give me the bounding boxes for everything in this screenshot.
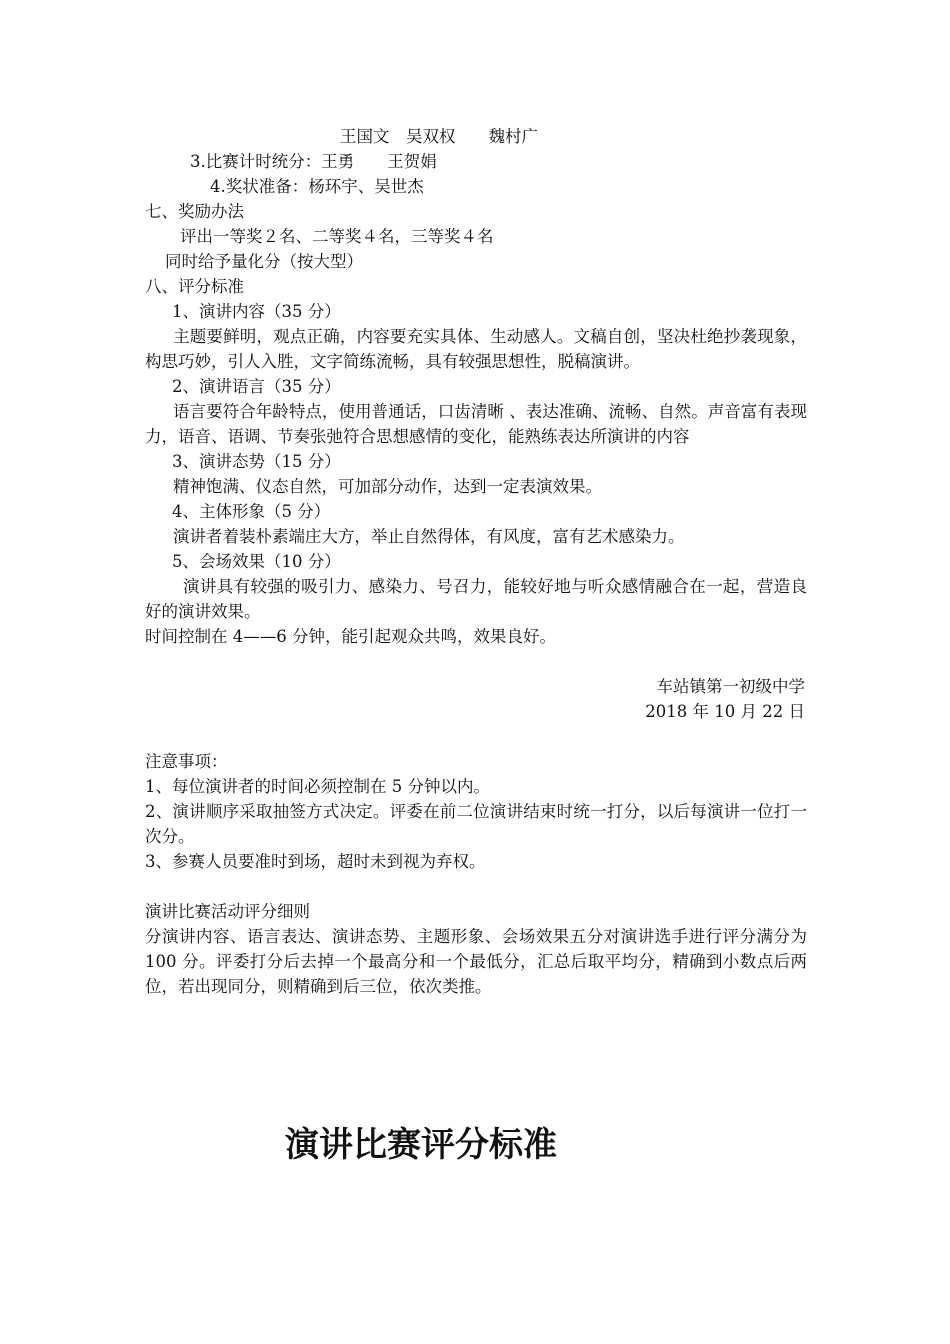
timing-staff: 3.比赛计时统分：王勇 王贺娟 xyxy=(190,152,437,171)
rules-text: 分演讲内容、语言表达、演讲态势、主题形象、会场效果五分对演讲选手进行评分满分为 100 分。评委打分后去掉一个最高分和一个最低分，汇总后取平均分，精确到小数点后两位，若出现同分，则精确到后三位，依次类推。 xyxy=(145,927,807,996)
page-title: 演讲比赛评分标准 xyxy=(285,1125,557,1165)
rules-heading: 演讲比赛活动评分细则 xyxy=(145,902,310,921)
notes-heading: 注意事项： xyxy=(145,752,228,771)
signature-date: 2018 年 10 月 22 日 xyxy=(645,702,805,721)
criterion-text: 演讲具有较强的吸引力、感染力、号召力，能较好地与听众感情融合在一起，营造良好的演讲效果。 xyxy=(145,577,807,621)
school-signature: 车站镇第一初级中学 xyxy=(656,677,805,696)
note-item: 3、参赛人员要准时到场，超时未到视为弃权。 xyxy=(145,852,486,871)
note-item: 2、演讲顺序采取抽签方式决定。评委在前二位演讲结束时统一打分，以后每演讲一位打一次分。 xyxy=(145,802,807,846)
judges-names: 王国文 吴双权 魏村广 xyxy=(340,127,538,146)
section-7-heading: 七、奖励办法 xyxy=(145,202,244,221)
criterion-title: 3、演讲态势（15 分） xyxy=(172,452,341,471)
criterion-text: 演讲者着装朴素端庄大方，举止自然得体，有风度，富有艺术感染力。 xyxy=(173,527,685,546)
award-counts: 评出一等奖２名、二等奖４名，三等奖４名 xyxy=(180,227,494,246)
awards-prep-staff: 4.奖状准备：杨环宇、吴世杰 xyxy=(210,177,424,196)
quantified-score-note: 同时给予量化分（按大型） xyxy=(165,252,363,271)
criterion-title: 2、演讲语言（35 分） xyxy=(172,377,341,396)
criterion-text: 语言要符合年龄特点，使用普通话，口齿清晰 、表达准确、流畅、自然。声音富有表现力，语音、语调、节奏张弛符合思想感情的变化，能熟练表达所演讲的内容 xyxy=(145,402,807,446)
criterion-text: 主题要鲜明，观点正确，内容要充实具体、生动感人。文稿自创，坚决杜绝抄袭现象，构思巧妙，引人入胜，文字简练流畅，具有较强思想性，脱稿演讲。 xyxy=(145,327,807,371)
criterion-text: 精神饱满、仪态自然，可加部分动作，达到一定表演效果。 xyxy=(173,477,602,496)
note-item: 1、每位演讲者的时间必须控制在 5 分钟以内。 xyxy=(145,777,490,796)
criterion-title: 5、会场效果（10 分） xyxy=(172,552,341,571)
criterion-title: 4、主体形象（5 分） xyxy=(172,502,331,521)
section-8-heading: 八、评分标准 xyxy=(145,277,244,296)
time-control-note: 时间控制在 4——6 分钟，能引起观众共鸣，效果良好。 xyxy=(145,627,556,646)
criterion-title: 1、演讲内容（35 分） xyxy=(172,302,341,321)
